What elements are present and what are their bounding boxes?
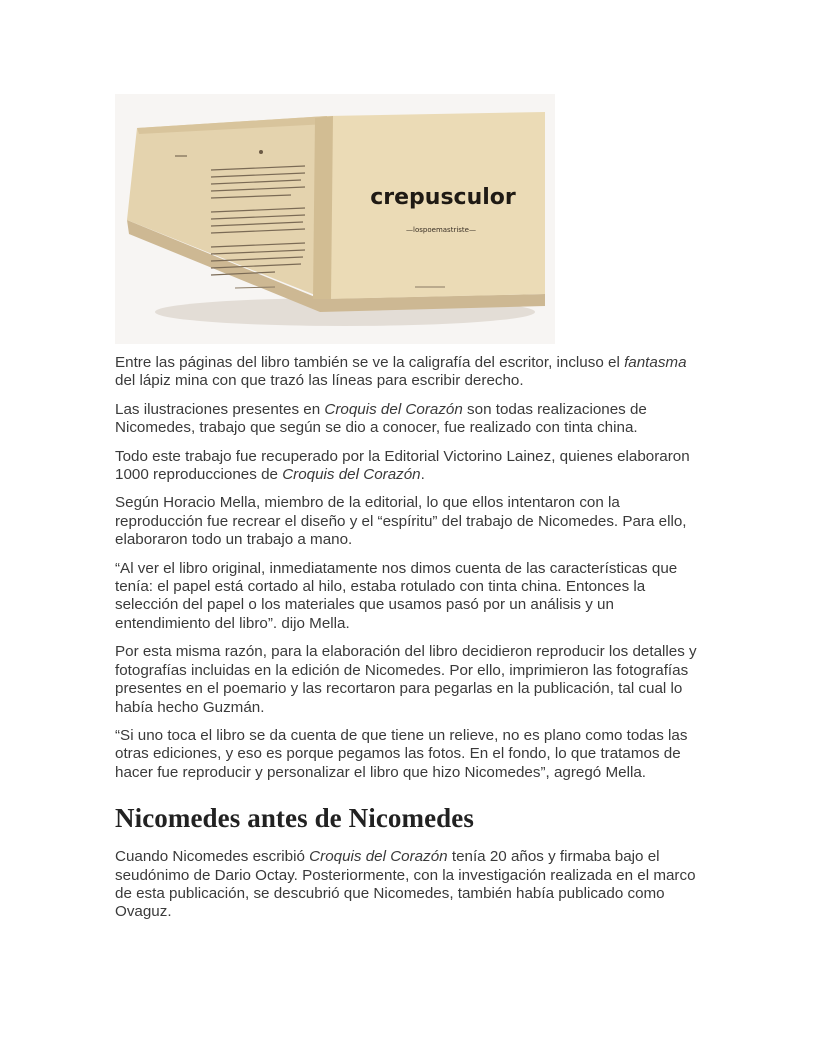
book-title-lettering: crepusculor	[370, 185, 516, 210]
article-body	[115, 354, 707, 922]
emphasis-fantasma: fantasma	[624, 354, 687, 371]
paragraph-2: Las ilustraciones presentes en Croquis del Corazón son todas realizaciones de Nicomedes, trabajo que según se dio a conocer, fue realizado con tinta china.	[115, 400, 647, 437]
paragraph-6: Por esta misma razón, para la elaboración del libro decidieron reproducir los detalles y fotografías incluidas en la edición de Nicomedes. Por ello, imprimieron las fotografías presentes en el poemario y las recortaron para pegarlas en la publicación, tal cual lo había hecho Guzmán.	[115, 643, 697, 716]
paragraph-7-quote: “Si uno toca el libro se da cuenta de que tiene un relieve, no es plano como todas las otras ediciones, y eso es porque pegamos las fotos. En el fondo, lo que tratamos de hacer fue reproducir y personalizar el libro que hizo Nicomedes”, agregó Mella.	[115, 726, 688, 781]
paragraph-4: Según Horacio Mella, miembro de la editorial, lo que ellos intentaron con la reproducción fue recrear el diseño y el “espíritu” del trabajo de Nicomedes. Para ello, elaboraron todo un trabajo a mano.	[115, 494, 687, 549]
section-heading: Nicomedes antes de Nicomedes	[115, 803, 474, 834]
open-book-image	[115, 94, 555, 344]
book-subtitle-lettering: —lospoemastriste—	[406, 226, 476, 234]
open-book-photo	[115, 94, 555, 344]
book-spine	[313, 116, 333, 299]
emphasis-book-title: Croquis del Corazón	[282, 466, 421, 484]
emphasis-book-title: Croquis del Corazón	[324, 400, 463, 418]
emphasis-book-title: Croquis del Corazón	[309, 848, 448, 866]
paragraph-8: Cuando Nicomedes escribió Croquis del Corazón tenía 20 años y firmaba bajo el seudónimo de Dario Octay. Posteriormente, con la investigación realizada en el marco de esta publicación, se descubrió que Nicomedes, también había publicado como Ovaguz.	[115, 848, 696, 921]
paragraph-3: Todo este trabajo fue recuperado por la Editorial Victorino Lainez, quienes elaboraron 1000 reproducciones de Croquis del Corazón.	[115, 447, 690, 484]
paragraph-1: Entre las páginas del libro también se ve la caligrafía del escritor, incluso el fantasma del lápiz mina con que trazó las líneas para escribir derecho.	[115, 354, 687, 390]
paragraph-5-quote: “Al ver el libro original, inmediatamente nos dimos cuenta de las características que tenía: el papel está cortado al hilo, estaba rotulado con tinta china. Entonces la selección del papel o los materiales que usamos pasó por un análisis y un entendimiento del libro”. dijo Mella.	[115, 559, 678, 632]
